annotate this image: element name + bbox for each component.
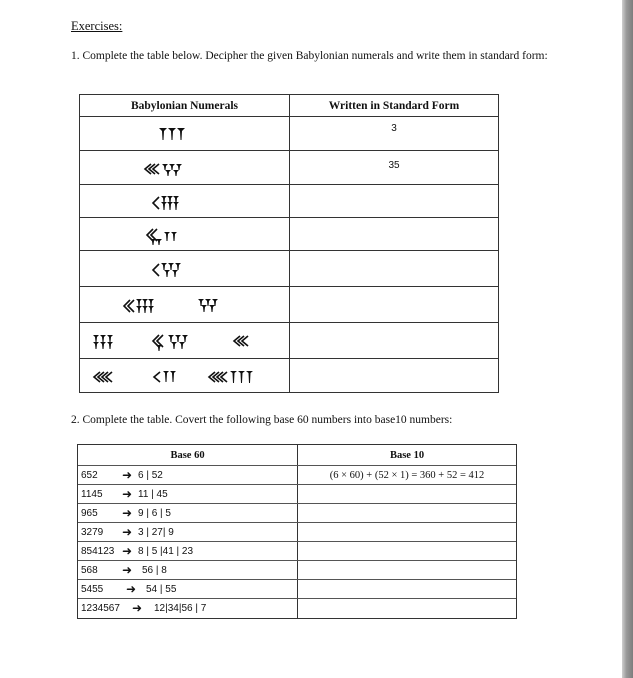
babylonian-numeral-glyph: [207, 370, 263, 386]
babylonian-numeral-glyph: [122, 297, 158, 315]
table-row: [80, 185, 498, 218]
arrow-icon: ➜: [132, 601, 143, 615]
base-10-cell[interactable]: [298, 580, 516, 598]
answer-text: 3: [391, 123, 397, 134]
question-2-text: 2. Complete the table. Covert the following base 60 numbers into base10 numbers:: [71, 414, 453, 426]
base-60-digits: 11 | 45: [138, 488, 168, 500]
babylonian-numeral-glyph: [150, 332, 192, 352]
standard-form-cell[interactable]: [290, 218, 498, 250]
base-60-cell: [78, 599, 298, 618]
base-10-cell[interactable]: [298, 504, 516, 522]
babylonian-numeral-cell: [80, 185, 290, 217]
base-60-number: 652: [81, 469, 98, 481]
standard-form-cell[interactable]: [290, 251, 498, 286]
base-60-number: 1145: [81, 488, 103, 500]
arrow-icon: ➜: [126, 581, 137, 596]
base-60-digits: 54 | 55: [146, 583, 177, 595]
base-10-answer: (6 × 60) + (52 × 1) = 360 + 52 = 412: [329, 469, 485, 481]
babylonian-table-header: [80, 95, 498, 117]
standard-form-cell[interactable]: [290, 151, 498, 184]
table-row: [78, 466, 516, 485]
header-babylonian-numerals: Babylonian Numerals: [80, 95, 290, 116]
babylonian-numeral-cell: [80, 151, 290, 184]
base-60-cell: [78, 485, 298, 503]
babylonian-numeral-glyph: [152, 370, 182, 386]
base-60-cell: [78, 561, 298, 579]
base-table-header: [78, 445, 516, 466]
standard-form-cell[interactable]: [290, 117, 498, 150]
base-60-digits: 9 | 6 | 5: [138, 507, 171, 519]
base-60-cell: [78, 580, 298, 598]
table-row: [80, 117, 498, 151]
table-row: [78, 542, 516, 561]
base-60-digits: 8 | 5 |41 | 23: [138, 545, 194, 557]
table-row: [78, 599, 516, 618]
babylonian-numeral-cell: [80, 251, 290, 286]
base-10-cell[interactable]: [298, 599, 516, 618]
table-row: [78, 504, 516, 523]
babylonian-numeral-glyph: [151, 194, 185, 212]
base-60-number: 568: [81, 564, 98, 576]
babylonian-numeral-glyph: [232, 334, 254, 350]
babylonian-numeral-glyph: [151, 261, 185, 279]
base-60-digits: 12|34|56 | 7: [154, 603, 207, 614]
page-edge-shadow: [622, 0, 633, 678]
table-row: [80, 218, 498, 251]
table-row: [80, 251, 498, 287]
base-60-number: 854123: [81, 545, 115, 557]
standard-form-cell[interactable]: [290, 185, 498, 217]
standard-form-cell[interactable]: [290, 287, 498, 322]
base-60-number: 5455: [81, 583, 104, 595]
table-row: [78, 561, 516, 580]
standard-form-cell[interactable]: [290, 323, 498, 358]
arrow-icon: ➜: [122, 467, 133, 482]
babylonian-numeral-cell: [80, 117, 290, 150]
base-60-cell: [78, 542, 298, 560]
base-60-number: 965: [81, 507, 98, 519]
base-60-number: 3279: [81, 526, 104, 538]
base-10-cell[interactable]: [298, 466, 516, 484]
question-1-text: 1. Complete the table below. Decipher the given Babylonian numerals and write them in standard form:: [71, 50, 548, 62]
header-base-60: Base 60: [78, 445, 298, 465]
standard-form-cell[interactable]: [290, 359, 498, 392]
answer-text: 35: [388, 160, 400, 171]
babylonian-table: [79, 94, 499, 393]
babylonian-numeral-glyph: [92, 370, 122, 386]
babylonian-numeral-cell: [80, 323, 290, 358]
base-10-cell[interactable]: [298, 523, 516, 541]
base-conversion-table: [77, 444, 517, 619]
arrow-icon: ➜: [122, 524, 133, 539]
babylonian-numeral-glyph: [144, 226, 186, 246]
base-10-cell[interactable]: [298, 485, 516, 503]
table-row: [78, 580, 516, 599]
arrow-icon: ➜: [122, 543, 133, 558]
babylonian-numeral-35: [143, 162, 189, 178]
table-row: [80, 151, 498, 185]
base-10-cell[interactable]: [298, 561, 516, 579]
table-row: [80, 359, 498, 392]
babylonian-numeral-cell: [80, 287, 290, 322]
babylonian-numeral-cell: [80, 218, 290, 250]
base-60-digits: 56 | 8: [142, 564, 167, 576]
table-row: [78, 485, 516, 504]
arrow-icon: ➜: [122, 562, 133, 577]
base-60-cell: [78, 504, 298, 522]
table-row: [80, 323, 498, 359]
base-60-digits: 3 | 27| 9: [138, 526, 174, 538]
base-60-digits: 6 | 52: [138, 469, 163, 481]
babylonian-numeral-glyph: [92, 333, 116, 351]
base-60-cell: [78, 523, 298, 541]
header-standard-form: Written in Standard Form: [328, 99, 460, 112]
base-10-cell[interactable]: [298, 542, 516, 560]
exercises-heading: Exercises:: [71, 19, 123, 33]
header-base-10: Base 10: [389, 449, 425, 461]
base-60-cell: [78, 466, 298, 484]
babylonian-numeral-3: [158, 127, 188, 141]
babylonian-numeral-cell: [80, 359, 290, 392]
arrow-icon: ➜: [122, 505, 133, 520]
table-row: [78, 523, 516, 542]
table-row: [80, 287, 498, 323]
babylonian-numeral-glyph: [197, 297, 223, 315]
base-60-number: 1234567: [81, 603, 120, 614]
arrow-icon: ➜: [122, 486, 133, 501]
